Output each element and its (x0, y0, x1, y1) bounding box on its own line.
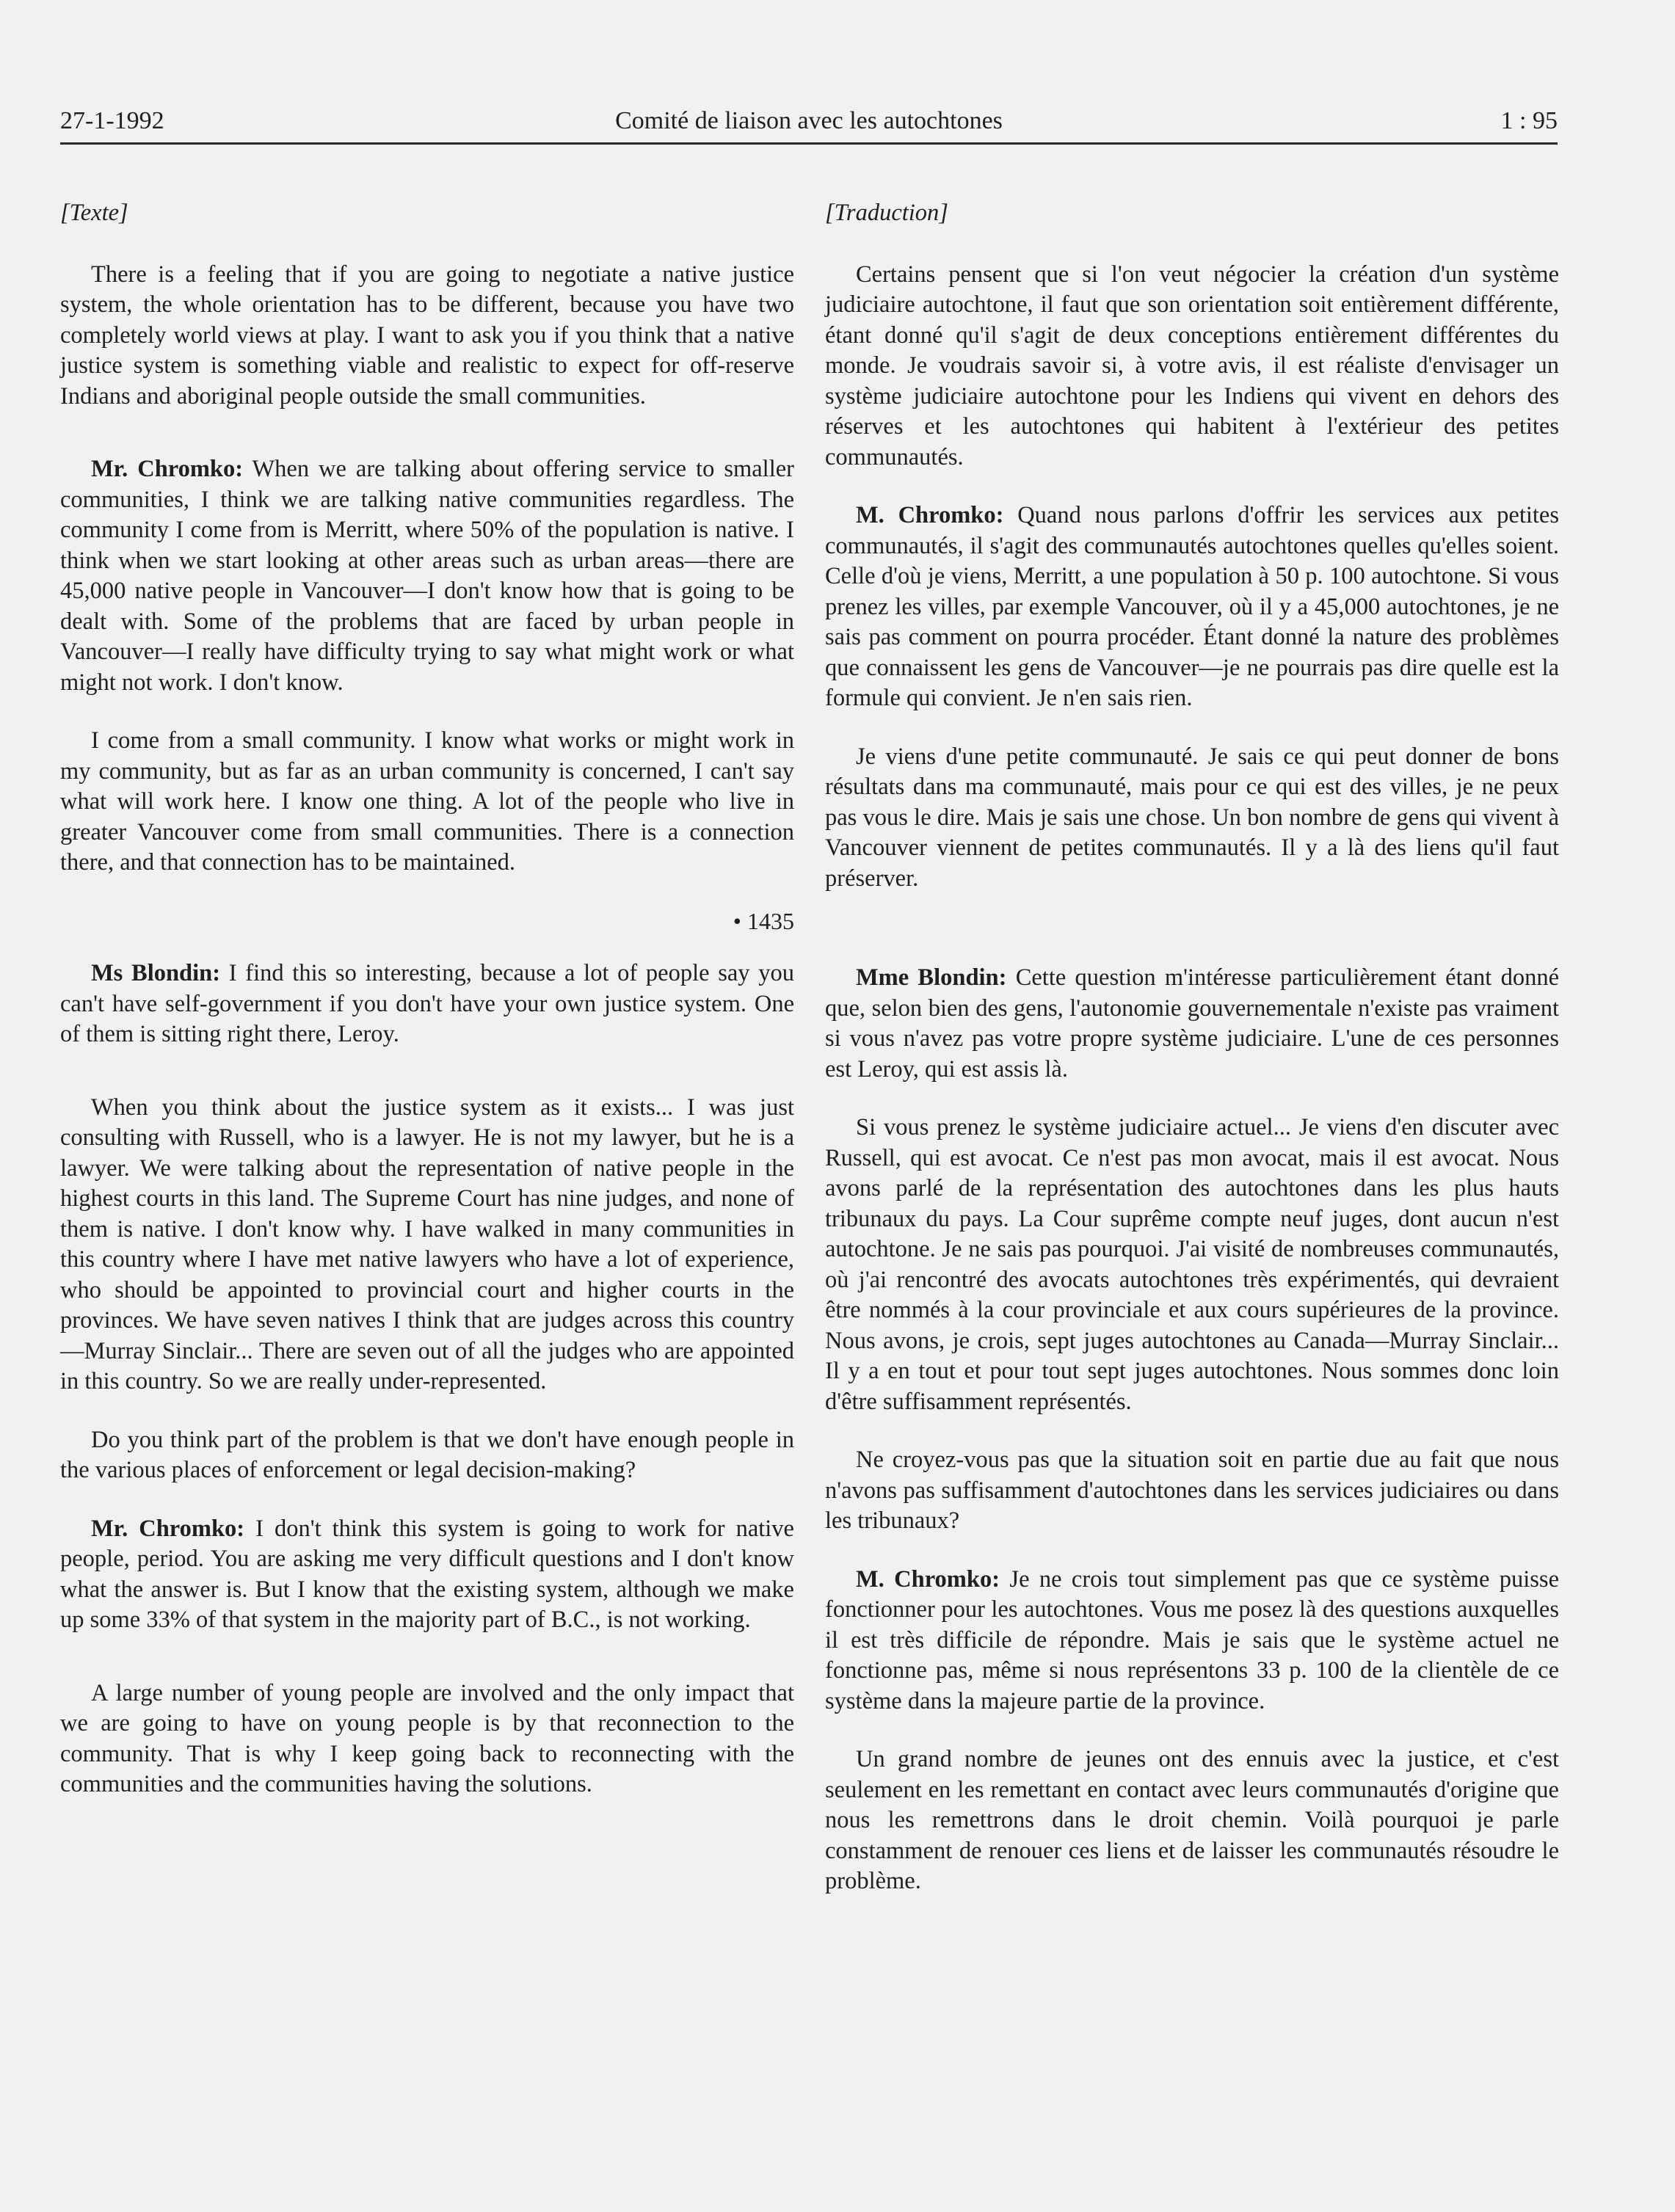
speaker-name: M. Chromko: (856, 1565, 1000, 1593)
time-marker: • 1435 (733, 907, 794, 934)
speaker-name: Mr. Chromko: (91, 1515, 245, 1542)
paragraph (60, 454, 794, 698)
paragraph: Do you think part of the problem is that we don't have enough people in the various places of enforcement or legal decision-making? (60, 1426, 794, 1483)
header-title: Comité de liaison avec les autochtones (615, 107, 1003, 134)
header-date: 27-1-1992 (60, 107, 164, 134)
page-header (60, 103, 1558, 139)
paragraph: A large number of young people are involved and the only impact that we are going to have on young people is by that reconnection to the community. That is why I keep going back to reconnecting with the communities and the communities having the solutions. (60, 1679, 794, 1797)
paragraph (825, 501, 1559, 714)
english-column (60, 198, 794, 1828)
paragraph (825, 1565, 1559, 1717)
speech-text: I don't think this system is going to work for native people, period. You are asking me very difficult questions and I don't know what the answer is. But I know that the existing system, although we make up some 33% of that system in the majority part of B.C., is not working. (60, 1515, 794, 1633)
paragraph: Si vous prenez le système judiciaire actuel... Je viens d'en discuter avec Russell, qui est avocat. Ce n'est pas mon avocat, mais il est avocat. Nous avons parlé de la représentation des autochtones dans les plus hauts tribunaux du pays. La Cour suprême compte neuf juges, dont aucun n'est autochtone. Je ne sais pas pourquoi. J'ai visité de nombreuses communautés, où j'ai rencontré des avocats autochtones très expérimentés, qui devraient être nommés à la cour provinciale et aux cours supérieures de la province. Nous avons, je crois, sept juges autochtones au Canada—Murray Sinclair... Il y a en tout et pour tout sept juges autochtones. Nous sommes donc loin d'être suffisamment représentés. (825, 1114, 1559, 1415)
paragraph: Je viens d'une petite communauté. Je sais ce qui peut donner de bons résultats dans ma communauté, mais pour ce qui est des villes, je ne peux pas vous le dire. Mais je sais une chose. Un bon nombre de gens qui vivent à Vancouver viennent de petites communautés. Il y a là des liens qu'il faut préserver. (825, 743, 1559, 892)
column-tag: [Traduction] (825, 200, 948, 226)
speaker-name: Mme Blondin: (856, 964, 1007, 991)
speaker-name: Mr. Chromko: (91, 456, 244, 482)
header-rule (60, 142, 1558, 145)
paragraph: Un grand nombre de jeunes ont des ennuis avec la justice, et c'est seulement en les remettant en contact avec leurs communautés d'origine que nous les remettrons dans le droit chemin. Voilà pourquoi je parle constamment de renouer ces liens et de laisser les communautés résoudre le problème. (825, 1746, 1559, 1894)
paragraph: When you think about the justice system as it exists... I was just consulting with Russell, who is a lawyer. He is not my lawyer, but he is a lawyer. We were talking about the representation of native people in the highest courts in this land. The Supreme Court has nine judges, and none of them is native. I don't know why. I have walked in many communities in this country where I have met native lawyers who have a lot of experience, who should be appointed to provincial court and higher courts in the provinces. We have seven natives I think that are judges across this country—Murray Sinclair... There are seven out of all the judges who are appointed in this country. So we are really under-represented. (60, 1094, 794, 1394)
french-column (825, 198, 1559, 1925)
paragraph: Ne croyez-vous pas que la situation soit en partie due au fait que nous n'avons pas suffisamment d'autochtones dans les services judiciaires ou dans les tribunaux? (825, 1447, 1559, 1534)
speaker-name: Ms Blondin: (91, 960, 221, 986)
paragraph (60, 1514, 794, 1636)
speech-text: Cette question m'intéresse particulièrement étant donné que, selon bien des gens, l'autonomie gouvernementale n'existe pas vraiment si vous n'avez pas votre propre système judiciaire. L'une de ces personnes est Leroy, qui est assis là. (825, 964, 1559, 1083)
paragraph (60, 958, 794, 1050)
paragraph (825, 963, 1559, 1085)
paragraph: I come from a small community. I know what works or might work in my community, but as far as an urban community is concerned, I can't say what will work here. I know one thing. A lot of the people who live in greater Vancouver come from small communities. There is a connection there, and that connection has to be maintained. (60, 727, 794, 876)
speech-text: I find this so interesting, because a lot of people say you can't have self-government if you don't have your own justice system. One of them is sitting right there, Leroy. (60, 960, 794, 1047)
speaker-name: M. Chromko: (856, 502, 1004, 528)
speech-text: Je ne crois tout simplement pas que ce système puisse fonctionner pour les autochtones. Vous me posez là des questions auxquelles il est très difficile de répondre. Mais je sais que le système actuel ne fonctionne pas, même si nous représentons 33 p. 100 de la clientèle de ce système dans la majeure partie de la province. (825, 1565, 1560, 1714)
speech-text: When we are talking about offering service to smaller communities, I think we are talking native communities regardless. The community I come from is Merritt, where 50% of the population is native. I think when we start looking at other areas such as urban areas—there are 45,000 native people in Vancouver—I don't know how that is going to be dealt with. Some of the problems that are faced by urban people in Vancouver—I really have difficulty trying to say what might work or what might not work. I don't know. (60, 456, 794, 696)
paragraph: There is a feeling that if you are going to negotiate a native justice system, the whole orientation has to be different, because you have two completely world views at play. I want to ask you if you think that a native justice system is something viable and realistic to expect for off-reserve Indians and aboriginal people outside the small communities. (60, 261, 794, 410)
column-tag: [Texte] (60, 200, 128, 226)
paragraph: Certains pensent que si l'on veut négocier la création d'un système judiciaire autochtone, il faut que son orientation soit entièrement différente, étant donné qu'il s'agit de deux conceptions entièrement différentes du monde. Je voudrais savoir si, à votre avis, il est réaliste d'envisager un système judiciaire autochtone pour les Indiens qui vivent en dehors des réserves et les autochtones qui habitent à l'extérieur des petites communautés. (825, 261, 1559, 470)
header-page-number: 1 : 95 (1500, 107, 1558, 134)
speech-text: Quand nous parlons d'offrir les services aux petites communautés, il s'agit des communautés autochtones quelles qu'elles soient. Celle d'où je viens, Merritt, a une population à 50 p. 100 autochtone. Si vous prenez les villes, par exemple Vancouver, où il y a 45,000 autochtones, je ne sais pas comment on pourra procéder. Étant donné la nature des problèmes que connaissent les gens de Vancouver—je ne pourrais pas dire quelle est la formule qui convient. Je n'en sais rien. (825, 502, 1559, 711)
